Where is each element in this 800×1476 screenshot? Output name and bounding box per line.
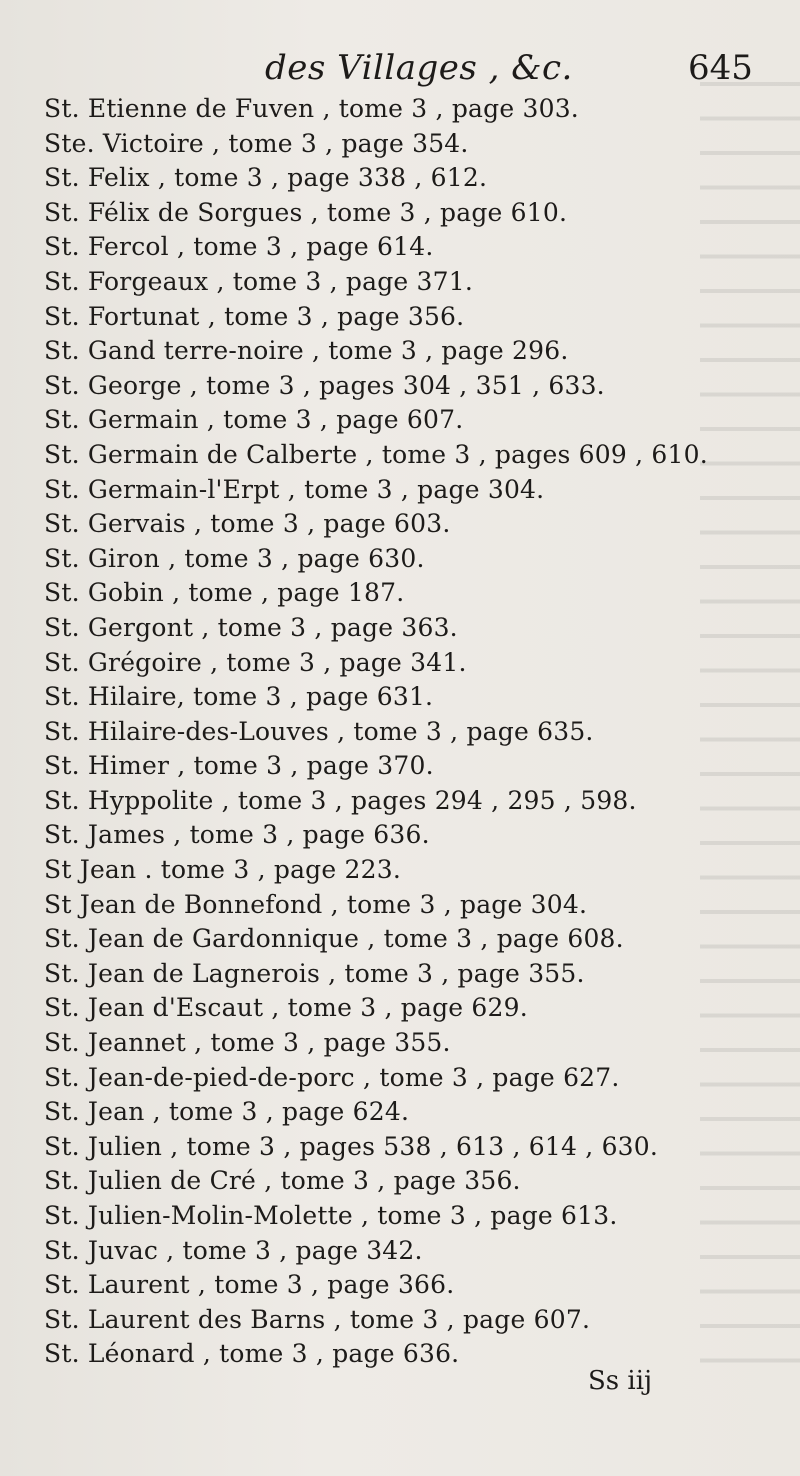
index-entry: St. Gergont , tome 3 , page 363.: [44, 612, 458, 642]
index-entry: St. Julien , tome 3 , pages 538 , 613 , 614 , 630.: [44, 1131, 659, 1161]
index-entry: St. Jean de Lagnerois , tome 3 , page 355.: [44, 958, 585, 988]
index-entry: St. Gand terre-noire , tome 3 , page 296.: [44, 336, 569, 366]
index-entry: St Jean de Bonnefond , tome 3 , page 304.: [44, 889, 588, 919]
index-entry: St. Germain , tome 3 , page 607.: [44, 405, 464, 435]
index-entry: St. Laurent des Barns , tome 3 , page 607.: [44, 1304, 591, 1334]
index-entry: St. Gervais , tome 3 , page 603.: [44, 509, 451, 539]
page-header: [0, 48, 800, 92]
index-entry: St. Germain-l'Erpt , tome 3 , page 304.: [44, 474, 545, 504]
running-title: des Villages , &c.: [265, 48, 573, 88]
index-entry: St. Jeannet , tome 3 , page 355.: [44, 1028, 451, 1058]
index-entry: St. Giron , tome 3 , page 630.: [44, 543, 425, 573]
index-entry: Ste. Victoire , tome 3 , page 354.: [44, 128, 469, 158]
index-entry: St. Himer , tome 3 , page 370.: [44, 751, 434, 781]
index-entry-list: [44, 92, 744, 1372]
index-entry: St. Jean d'Escaut , tome 3 , page 629.: [44, 993, 528, 1023]
index-entry: St. Hilaire-des-Louves , tome 3 , page 635.: [44, 716, 594, 746]
index-entry: St. Gobin , tome , page 187.: [44, 578, 405, 608]
signature-mark: Ss iij: [588, 1366, 653, 1396]
index-entry: St. Juvac , tome 3 , page 342.: [44, 1235, 423, 1265]
index-entry: St. Jean de Gardonnique , tome 3 , page 608.: [44, 924, 624, 954]
index-entry: St. Felix , tome 3 , page 338 , 612.: [44, 163, 488, 193]
index-entry: St. James , tome 3 , page 636.: [44, 820, 430, 850]
index-entry: St. Fercol , tome 3 , page 614.: [44, 232, 434, 262]
index-entry: St. Félix de Sorgues , tome 3 , page 610.: [44, 197, 568, 227]
index-entry: St. George , tome 3 , pages 304 , 351 , 633.: [44, 370, 605, 400]
index-entry: St. Julien-Molin-Molette , tome 3 , page 613.: [44, 1201, 618, 1230]
index-entry: St. Julien de Cré , tome 3 , page 356.: [44, 1166, 521, 1196]
index-entry: St. Jean , tome 3 , page 624.: [44, 1097, 410, 1127]
index-entry: St. Fortunat , tome 3 , page 356.: [44, 301, 465, 331]
index-entry: St. Etienne de Fuven , tome 3 , page 303.: [44, 94, 579, 123]
index-entry: St Jean . tome 3 , page 223.: [44, 855, 401, 885]
page-number: 645: [688, 48, 753, 88]
index-entry: St. Hyppolite , tome 3 , pages 294 , 295 , 598.: [44, 785, 637, 815]
index-entry: St. Hilaire, tome 3 , page 631.: [44, 682, 434, 712]
index-entry: St. Léonard , tome 3 , page 636.: [44, 1339, 460, 1369]
index-entry: St. Forgeaux , tome 3 , page 371.: [44, 266, 473, 296]
index-entry: St. Grégoire , tome 3 , page 341.: [44, 647, 467, 677]
index-entry: St. Laurent , tome 3 , page 366.: [44, 1270, 455, 1300]
index-entry: St. Jean-de-pied-de-porc , tome 3 , page 627.: [44, 1062, 620, 1092]
index-entry: St. Germain de Calberte , tome 3 , pages 609 , 610.: [44, 439, 708, 469]
